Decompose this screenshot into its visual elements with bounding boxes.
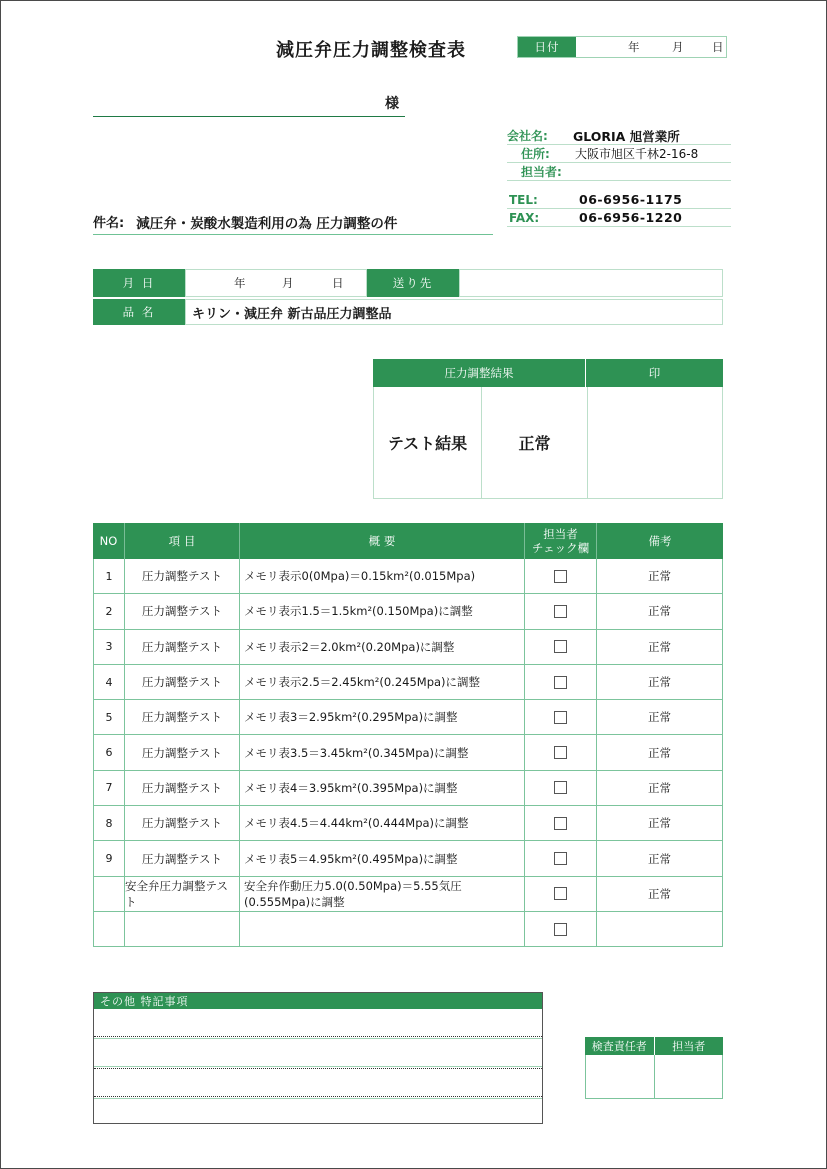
- date-header-fields[interactable]: [576, 37, 726, 57]
- cell-desc: メモリ表示2.5＝2.45km²(0.245Mpa)に調整: [240, 665, 525, 700]
- company-tel-row: [507, 191, 731, 209]
- info-date-fields[interactable]: [185, 269, 367, 297]
- cell-check[interactable]: [525, 877, 597, 912]
- company-address-value: 大阪市旭区千林2-16-8: [575, 147, 699, 161]
- cell-remark: 正常: [597, 841, 723, 876]
- cell-check[interactable]: [525, 594, 597, 629]
- checkbox-icon[interactable]: [554, 676, 567, 689]
- result-box-header: [373, 359, 723, 387]
- checkbox-icon[interactable]: [554, 852, 567, 865]
- cell-check[interactable]: [525, 806, 597, 841]
- cell-no: 2: [93, 594, 125, 629]
- notes-line-1b: [94, 1038, 542, 1039]
- cell-check[interactable]: [525, 630, 597, 665]
- cell-remark: 正常: [597, 665, 723, 700]
- notes-line-2: [94, 1066, 542, 1067]
- header-no: NO: [93, 523, 125, 559]
- test-result-label: テスト結果: [373, 387, 482, 499]
- company-info-block: [507, 127, 731, 227]
- cell-no: 9: [93, 841, 125, 876]
- cell-item: 圧力調整テスト: [125, 806, 240, 841]
- cell-desc: 安全弁作動圧力5.0(0.50Mpa)＝5.55気圧(0.555Mpa)に調整: [240, 877, 525, 912]
- info-destination-label: 送り先: [367, 269, 459, 297]
- cell-no: 7: [93, 771, 125, 806]
- notes-body[interactable]: [94, 1009, 542, 1124]
- cell-item: 圧力調整テスト: [125, 630, 240, 665]
- company-tel-label: TEL:: [509, 192, 538, 207]
- inspector-value[interactable]: [585, 1055, 654, 1099]
- date-year-label: 年: [628, 40, 640, 54]
- signature-header: [585, 1037, 723, 1055]
- cell-desc: メモリ表4＝3.95km²(0.395Mpa)に調整: [240, 771, 525, 806]
- cell-no: 3: [93, 630, 125, 665]
- header-check: [525, 523, 597, 559]
- seal-header-label: 印: [586, 359, 723, 387]
- company-contact-label: 担当者:: [521, 165, 562, 179]
- inspection-table-body: [93, 559, 723, 947]
- cell-desc: メモリ表示0(0Mpa)＝0.15km²(0.015Mpa): [240, 559, 525, 594]
- info-product-label: 品 名: [93, 299, 185, 325]
- info-product-value[interactable]: キリン・減圧弁 新古品圧力調整品: [185, 299, 723, 325]
- cell-check[interactable]: [525, 700, 597, 735]
- cell-item: 安全弁圧力調整テスト: [125, 877, 240, 912]
- notes-line-3: [94, 1096, 542, 1097]
- notes-line-2b: [94, 1068, 542, 1069]
- cell-no: 4: [93, 665, 125, 700]
- table-row: [93, 806, 723, 841]
- cell-remark: [597, 912, 723, 947]
- company-fax-value: 06-6956-1220: [579, 210, 683, 225]
- cell-item: 圧力調整テスト: [125, 665, 240, 700]
- checkbox-icon[interactable]: [554, 817, 567, 830]
- table-row: [93, 877, 723, 912]
- table-row: [93, 559, 723, 594]
- seal-area[interactable]: [588, 387, 723, 499]
- header-desc: 概 要: [240, 523, 525, 559]
- cell-desc: メモリ表示2＝2.0km²(0.20Mpa)に調整: [240, 630, 525, 665]
- addressee-line[interactable]: [93, 89, 405, 117]
- table-row: [93, 771, 723, 806]
- cell-no: 5: [93, 700, 125, 735]
- cell-desc: [240, 912, 525, 947]
- date-month-label: 月: [672, 40, 684, 54]
- notes-box: [93, 992, 543, 1124]
- date-header-box: [517, 36, 727, 58]
- checkbox-icon[interactable]: [554, 640, 567, 653]
- header-remark: 備考: [597, 523, 723, 559]
- cell-item: 圧力調整テスト: [125, 841, 240, 876]
- cell-desc: メモリ表5＝4.95km²(0.495Mpa)に調整: [240, 841, 525, 876]
- cell-item: 圧力調整テスト: [125, 771, 240, 806]
- notes-line-3b: [94, 1098, 542, 1099]
- table-row: [93, 700, 723, 735]
- cell-desc: メモリ表示1.5＝1.5km²(0.150Mpa)に調整: [240, 594, 525, 629]
- result-box: [373, 359, 723, 499]
- cell-check[interactable]: [525, 559, 597, 594]
- subject-line: [93, 209, 493, 235]
- info-date-row: [93, 269, 723, 297]
- cell-item: [125, 912, 240, 947]
- cell-check[interactable]: [525, 912, 597, 947]
- cell-item: 圧力調整テスト: [125, 559, 240, 594]
- signature-box: [585, 1037, 723, 1099]
- result-box-body: [373, 387, 723, 499]
- cell-check[interactable]: [525, 841, 597, 876]
- info-product-row: [93, 299, 723, 325]
- addressee-suffix: 様: [385, 96, 399, 112]
- table-row: [93, 665, 723, 700]
- cell-remark: 正常: [597, 700, 723, 735]
- inspection-table-header: [93, 523, 723, 559]
- cell-remark: 正常: [597, 630, 723, 665]
- date-day-label: 日: [712, 40, 724, 54]
- company-address-row: [507, 145, 731, 163]
- cell-remark: 正常: [597, 877, 723, 912]
- info-year-label: 年: [234, 276, 246, 290]
- cell-item: 圧力調整テスト: [125, 594, 240, 629]
- info-destination-value[interactable]: [459, 269, 723, 297]
- company-tel-value: 06-6956-1175: [579, 192, 683, 207]
- cell-remark: 正常: [597, 594, 723, 629]
- test-result-value: 正常: [482, 387, 588, 499]
- table-row: [93, 735, 723, 770]
- page-title: 減圧弁圧力調整検査表: [276, 40, 466, 61]
- signature-body: [585, 1055, 723, 1099]
- table-row: [93, 912, 723, 947]
- table-row: [93, 630, 723, 665]
- cell-remark: 正常: [597, 559, 723, 594]
- cell-desc: メモリ表4.5＝4.44km²(0.444Mpa)に調整: [240, 806, 525, 841]
- cell-no: 8: [93, 806, 125, 841]
- cell-remark: 正常: [597, 735, 723, 770]
- cell-desc: メモリ表3.5＝3.45km²(0.345Mpa)に調整: [240, 735, 525, 770]
- checkbox-icon[interactable]: [554, 781, 567, 794]
- checkbox-icon[interactable]: [554, 746, 567, 759]
- notes-header: その他 特記事項: [94, 993, 542, 1009]
- info-date-label: 月 日: [93, 269, 185, 297]
- company-name-value: GLORIA 旭営業所: [573, 128, 680, 144]
- notes-line-1: [94, 1036, 542, 1037]
- inspector-label: 検査責任者: [585, 1037, 655, 1055]
- info-day-label: 日: [332, 276, 344, 290]
- cell-no: 1: [93, 559, 125, 594]
- result-header-label: 圧力調整結果: [373, 359, 586, 387]
- table-row: [93, 594, 723, 629]
- cell-desc: メモリ表3＝2.95km²(0.295Mpa)に調整: [240, 700, 525, 735]
- staff-value[interactable]: [654, 1055, 724, 1099]
- company-name-row: [507, 127, 731, 145]
- checkbox-icon[interactable]: [554, 923, 567, 936]
- cell-item: 圧力調整テスト: [125, 735, 240, 770]
- cell-check[interactable]: [525, 735, 597, 770]
- date-header-label: 日付: [518, 37, 576, 57]
- cell-remark: 正常: [597, 806, 723, 841]
- staff-label: 担当者: [655, 1037, 724, 1055]
- cell-item: 圧力調整テスト: [125, 700, 240, 735]
- company-contact-row[interactable]: [507, 163, 731, 181]
- company-address-label: 住所:: [521, 147, 550, 161]
- cell-no: 6: [93, 735, 125, 770]
- checkbox-icon[interactable]: [554, 711, 567, 724]
- header-item: 項 目: [125, 523, 240, 559]
- cell-remark: 正常: [597, 771, 723, 806]
- checkbox-icon[interactable]: [554, 570, 567, 583]
- cell-check[interactable]: [525, 771, 597, 806]
- checkbox-icon[interactable]: [554, 605, 567, 618]
- cell-check[interactable]: [525, 665, 597, 700]
- subject-label: 件名:: [93, 216, 125, 231]
- checkbox-icon[interactable]: [554, 887, 567, 900]
- info-table: [93, 269, 723, 325]
- header-check-line1: 担当者: [543, 526, 578, 541]
- company-fax-row: [507, 209, 731, 227]
- subject-value: 減圧弁・炭酸水製造利用の為 圧力調整の件: [136, 215, 398, 232]
- info-month-label: 月: [282, 276, 294, 290]
- cell-no: [93, 877, 125, 912]
- cell-no: [93, 912, 125, 947]
- company-name-label: 会社名:: [507, 129, 548, 143]
- inspection-table: [93, 523, 723, 947]
- company-spacer: [507, 181, 731, 191]
- header-check-line2: チェック欄: [531, 541, 590, 555]
- table-row: [93, 841, 723, 876]
- company-fax-label: FAX:: [509, 210, 540, 225]
